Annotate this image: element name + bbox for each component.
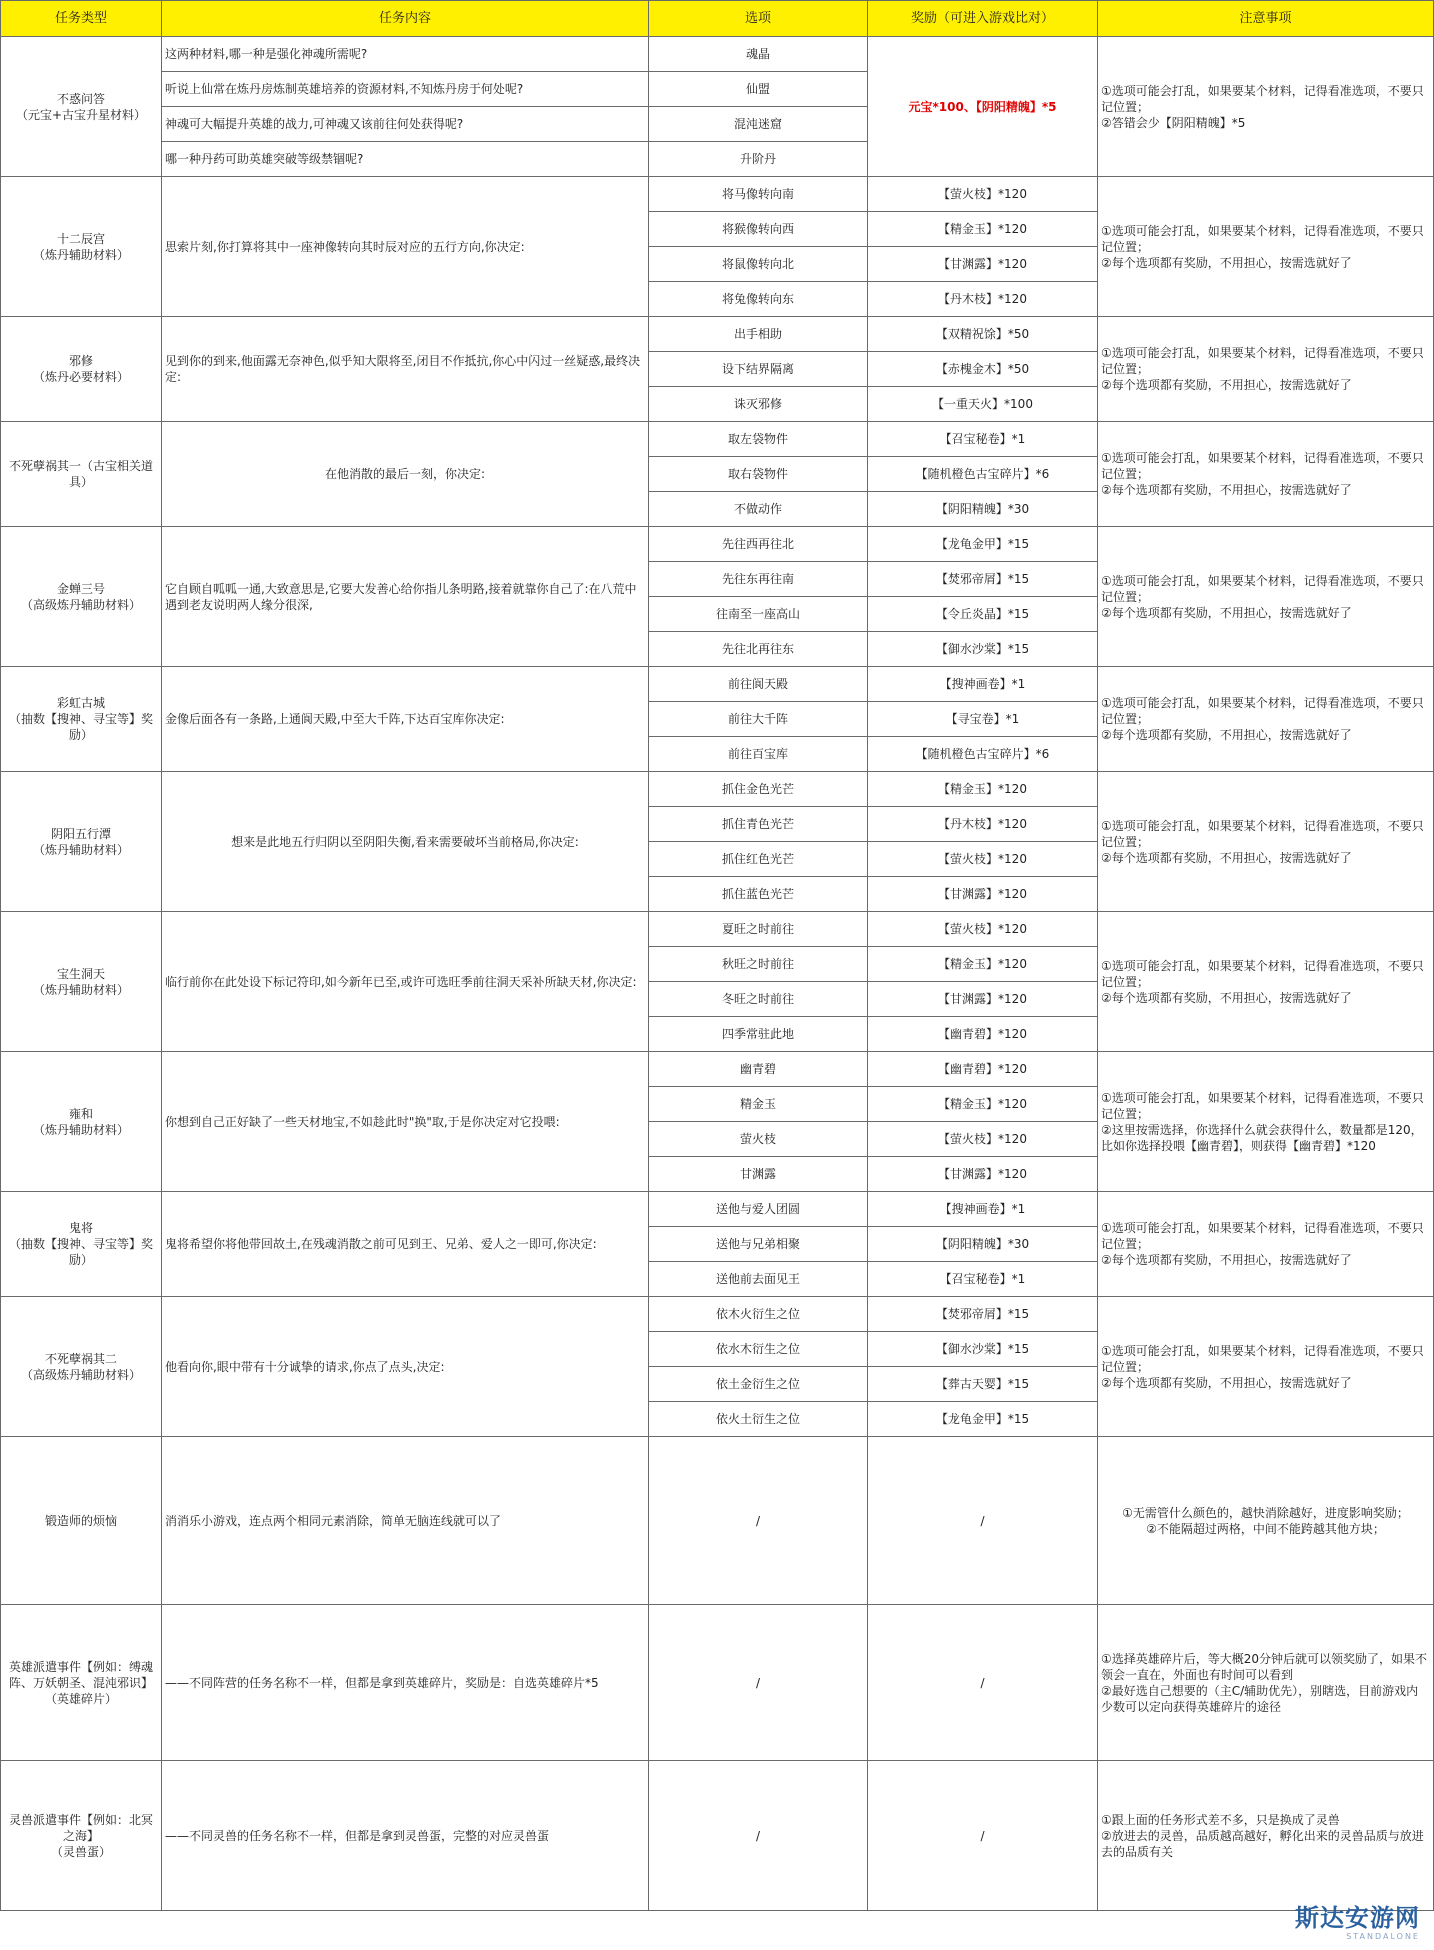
reward-cell: 【精金玉】*120 [868,947,1098,982]
table-row [1,37,1434,72]
option-cell: 魂晶 [649,37,868,72]
option-cell: 送他与爱人团圆 [649,1192,868,1227]
table-row [1,177,1434,212]
table-row [1,912,1434,947]
notes-cell: ①选项可能会打乱，如果要某个材料，记得看准选项，不要只记位置； ②每个选项都有奖励，不用担心，按需选就好了 [1098,772,1434,912]
option-cell: 依水木衍生之位 [649,1332,868,1367]
reward-cell: 【精金玉】*120 [868,212,1098,247]
option-cell: 夏旺之时前往 [649,912,868,947]
option-cell: 仙盟 [649,72,868,107]
task-type-cell: 彩虹古城 （抽数【搜神、寻宝等】奖励） [1,667,162,772]
reward-cell: 【龙龟金甲】*15 [868,1402,1098,1437]
option-cell: 萤火枝 [649,1122,868,1157]
option-cell: 设下结界隔离 [649,352,868,387]
reward-cell: / [868,1437,1098,1605]
reward-cell: 【甘渊露】*120 [868,877,1098,912]
task-type-cell: 宝生洞天 （炼丹辅助材料） [1,912,162,1052]
task-content-cell: 神魂可大幅提升英雄的战力,可神魂又该前往何处获得呢? [162,107,649,142]
reward-cell: 【幽青碧】*120 [868,1052,1098,1087]
notes-cell: ①选项可能会打乱，如果要某个材料，记得看准选项，不要只记位置； ②每个选项都有奖励，不用担心，按需选就好了 [1098,317,1434,422]
notes-cell: ①选项可能会打乱，如果要某个材料，记得看准选项，不要只记位置； ②每个选项都有奖励，不用担心，按需选就好了 [1098,527,1434,667]
task-type-cell: 雍和 （炼丹辅助材料） [1,1052,162,1192]
task-content-cell: ——不同阵营的任务名称不一样，但都是拿到英雄碎片，奖励是：自选英雄碎片*5 [162,1605,649,1761]
notes-cell: ①跟上面的任务形式差不多，只是换成了灵兽 ②放进去的灵兽，品质越高越好，孵化出来的灵兽品质与放进去的品质有关 [1098,1761,1434,1911]
option-cell: 前往百宝库 [649,737,868,772]
option-cell: 将兔像转向东 [649,282,868,317]
table-row [1,1761,1434,1911]
reward-cell: 【召宝秘卷】*1 [868,422,1098,457]
option-cell: 依火土衍生之位 [649,1402,868,1437]
reward-cell: 【搜神画卷】*1 [868,1192,1098,1227]
task-content-cell: 想来是此地五行归阴以至阴阳失衡,看来需要破坏当前格局,你决定: [162,772,649,912]
header-row [1,1,1434,37]
reward-cell: 【精金玉】*120 [868,772,1098,807]
notes-cell: ①选项可能会打乱，如果要某个材料，记得看准选项，不要只记位置； ②每个选项都有奖励，不用担心，按需选就好了 [1098,1297,1434,1437]
reward-cell: 【龙龟金甲】*15 [868,527,1098,562]
watermark-text: 斯达安游网 [1295,1903,1420,1932]
reward-cell: 【萤火枝】*120 [868,842,1098,877]
notes-cell: ①选项可能会打乱，如果要某个材料，记得看准选项，不要只记位置； ②每个选项都有奖励，不用担心，按需选就好了 [1098,912,1434,1052]
task-content-cell: 哪一种丹药可助英雄突破等级禁锢呢? [162,142,649,177]
reward-cell: 【御水沙棠】*15 [868,1332,1098,1367]
option-cell: 冬旺之时前往 [649,982,868,1017]
reward-cell: / [868,1605,1098,1761]
watermark-logo [1295,1904,1420,1942]
reward-cell: 【阴阳精魄】*30 [868,492,1098,527]
table-row [1,527,1434,562]
task-type-cell: 灵兽派遣事件【例如：北冥之海】 （灵兽蛋） [1,1761,162,1911]
option-cell: 秋旺之时前往 [649,947,868,982]
option-cell: 抓住金色光芒 [649,772,868,807]
table-row [1,1437,1434,1605]
option-cell: 抓住蓝色光芒 [649,877,868,912]
reward-cell: 【幽青碧】*120 [868,1017,1098,1052]
reward-cell: 【搜神画卷】*1 [868,667,1098,702]
reward-cell: 【寻宝卷】*1 [868,702,1098,737]
header-options: 选项 [649,1,868,37]
task-type-cell: 阴阳五行潭 （炼丹辅助材料） [1,772,162,912]
reward-cell: 【萤火枝】*120 [868,912,1098,947]
reward-cell: 【召宝秘卷】*1 [868,1262,1098,1297]
task-content-cell: 消消乐小游戏，连点两个相同元素消除，简单无脑连线就可以了 [162,1437,649,1605]
reward-cell: 【精金玉】*120 [868,1087,1098,1122]
option-cell: 取左袋物件 [649,422,868,457]
reward-cell: 【甘渊露】*120 [868,247,1098,282]
table-row [1,1192,1434,1227]
table-row [1,772,1434,807]
header-notes: 注意事项 [1098,1,1434,37]
reward-cell: 【随机橙色古宝碎片】*6 [868,737,1098,772]
option-cell: 出手相助 [649,317,868,352]
task-content-cell: 见到你的到来,他面露无奈神色,似乎知大限将至,闭目不作抵抗,你心中闪过一丝疑惑,最终决定: [162,317,649,422]
option-cell: 甘渊露 [649,1157,868,1192]
option-cell: 前往阆天殿 [649,667,868,702]
reward-cell: 【焚邪帝屑】*15 [868,1297,1098,1332]
option-cell: 依木火衍生之位 [649,1297,868,1332]
reward-cell: 【丹木枝】*120 [868,282,1098,317]
task-type-cell: 英雄派遣事件【例如：缚魂阵、万妖朝圣、混沌邪识】 （英雄碎片） [1,1605,162,1761]
option-cell: 精金玉 [649,1087,868,1122]
option-cell: 先往东再往南 [649,562,868,597]
header-task-content: 任务内容 [162,1,649,37]
task-content-cell: 在他消散的最后一刻，你决定: [162,422,649,527]
reward-cell: 【丹木枝】*120 [868,807,1098,842]
task-content-cell: 他看向你,眼中带有十分诚挚的请求,你点了点头,决定: [162,1297,649,1437]
option-cell: / [649,1605,868,1761]
reward-cell: 【令丘炎晶】*15 [868,597,1098,632]
table-row [1,1052,1434,1087]
option-cell: / [649,1437,868,1605]
header-task-type: 任务类型 [1,1,162,37]
task-content-cell: 这两种材料,哪一种是强化神魂所需呢? [162,37,649,72]
header-reward: 奖励（可进入游戏比对） [868,1,1098,37]
notes-cell: ①选项可能会打乱，如果要某个材料，记得看准选项，不要只记位置； ②每个选项都有奖励，不用担心，按需选就好了 [1098,177,1434,317]
task-type-cell: 邪修 （炼丹必要材料） [1,317,162,422]
option-cell: 抓住青色光芒 [649,807,868,842]
task-type-cell: 十二辰宫 （炼丹辅助材料） [1,177,162,317]
task-type-cell: 锻造师的烦恼 [1,1437,162,1605]
option-cell: 幽青碧 [649,1052,868,1087]
option-cell: 将鼠像转向北 [649,247,868,282]
task-content-cell: 思索片刻,你打算将其中一座神像转向其时辰对应的五行方向,你决定: [162,177,649,317]
option-cell: 将猴像转向西 [649,212,868,247]
task-content-cell: 你想到自己正好缺了一些天材地宝,不如趁此时"换"取,于是你决定对它投喂: [162,1052,649,1192]
option-cell: 送他前去面见王 [649,1262,868,1297]
option-cell: 往南至一座高山 [649,597,868,632]
option-cell: / [649,1761,868,1911]
table-row [1,422,1434,457]
option-cell: 送他与兄弟相聚 [649,1227,868,1262]
option-cell: 前往大千阵 [649,702,868,737]
notes-cell: ①选项可能会打乱，如果要某个材料，记得看准选项，不要只记位置； ②每个选项都有奖励，不用担心，按需选就好了 [1098,1192,1434,1297]
watermark-subtext: STANDALONE [1346,1932,1420,1941]
task-content-cell: 临行前你在此处设下标记符印,如今新年已至,或许可选旺季前往洞天采补所缺天材,你决定: [162,912,649,1052]
option-cell: 依土金衍生之位 [649,1367,868,1402]
task-content-cell: 听说上仙常在炼丹房炼制英雄培养的资源材料,不知炼丹房于何处呢? [162,72,649,107]
reward-cell: / [868,1761,1098,1911]
option-cell: 取右袋物件 [649,457,868,492]
reward-cell: 【甘渊露】*120 [868,982,1098,1017]
reward-cell: 【焚邪帝屑】*15 [868,562,1098,597]
notes-cell: ①选择英雄碎片后，等大概20分钟后就可以领奖励了，如果不领会一直在，外面也有时间可以看到 ②最好选自己想要的（主C/辅助优先），别瞎选，目前游戏内少数可以定向获得英雄碎片的途径 [1098,1605,1434,1761]
option-cell: 将马像转向南 [649,177,868,212]
option-cell: 混沌迷窟 [649,107,868,142]
reward-cell: 【阴阳精魄】*30 [868,1227,1098,1262]
table-row [1,667,1434,702]
task-type-cell: 不死孽祸其一（古宝相关道具） [1,422,162,527]
reward-cell: 【萤火枝】*120 [868,177,1098,212]
task-type-cell: 金蝉三号 （高级炼丹辅助材料） [1,527,162,667]
task-content-cell: 金像后面各有一条路,上通阆天殿,中至大千阵,下达百宝库你决定: [162,667,649,772]
task-content-cell: 它自顾自呱呱一通,大致意思是,它要大发善心给你指儿条明路,接着就靠你自己了:在八荒中遇到老友说明两人缘分很深, [162,527,649,667]
task-type-cell: 鬼将 （抽数【搜神、寻宝等】奖励） [1,1192,162,1297]
task-content-cell: 鬼将希望你将他带回故土,在残魂消散之前可见到王、兄弟、爱人之一即可,你决定: [162,1192,649,1297]
notes-cell: ①选项可能会打乱，如果要某个材料，记得看准选项，不要只记位置； ②答错会少【阴阳精魄】*5 [1098,37,1434,177]
reward-cell: 【一重天火】*100 [868,387,1098,422]
option-cell: 不做动作 [649,492,868,527]
notes-cell: ①选项可能会打乱，如果要某个材料，记得看准选项，不要只记位置； ②这里按需选择，你选择什么就会获得什么，数量都是120，比如你选择投喂【幽青碧】，则获得【幽青碧】*120 [1098,1052,1434,1192]
option-cell: 四季常驻此地 [649,1017,868,1052]
reward-cell: 【萤火枝】*120 [868,1122,1098,1157]
notes-cell: ①选项可能会打乱，如果要某个材料，记得看准选项，不要只记位置； ②每个选项都有奖励，不用担心，按需选就好了 [1098,667,1434,772]
option-cell: 抓住红色光芒 [649,842,868,877]
reward-cell: 【双精祝馀】*50 [868,317,1098,352]
reward-cell: 【甘渊露】*120 [868,1157,1098,1192]
table-row [1,1605,1434,1761]
option-cell: 升阶丹 [649,142,868,177]
reward-cell: 【随机橙色古宝碎片】*6 [868,457,1098,492]
option-cell: 先往西再往北 [649,527,868,562]
reward-cell: 【御水沙棠】*15 [868,632,1098,667]
option-cell: 先往北再往东 [649,632,868,667]
task-type-cell: 不惑问答 （元宝+古宝升星材料） [1,37,162,177]
reward-cell: 元宝*100、【阴阳精魄】*5 [868,37,1098,177]
reward-cell: 【赤槐金木】*50 [868,352,1098,387]
task-content-cell: ——不同灵兽的任务名称不一样，但都是拿到灵兽蛋，完整的对应灵兽蛋 [162,1761,649,1911]
reward-cell: 【葬古天婴】*15 [868,1367,1098,1402]
option-cell: 诛灭邪修 [649,387,868,422]
notes-cell: ①无需管什么颜色的，越快消除越好，进度影响奖励； ②不能隔超过两格，中间不能跨越其他方块； [1098,1437,1434,1605]
table-row [1,317,1434,352]
table-row [1,1297,1434,1332]
notes-cell: ①选项可能会打乱，如果要某个材料，记得看准选项，不要只记位置； ②每个选项都有奖励，不用担心，按需选就好了 [1098,422,1434,527]
task-type-cell: 不死孽祸其二 （高级炼丹辅助材料） [1,1297,162,1437]
